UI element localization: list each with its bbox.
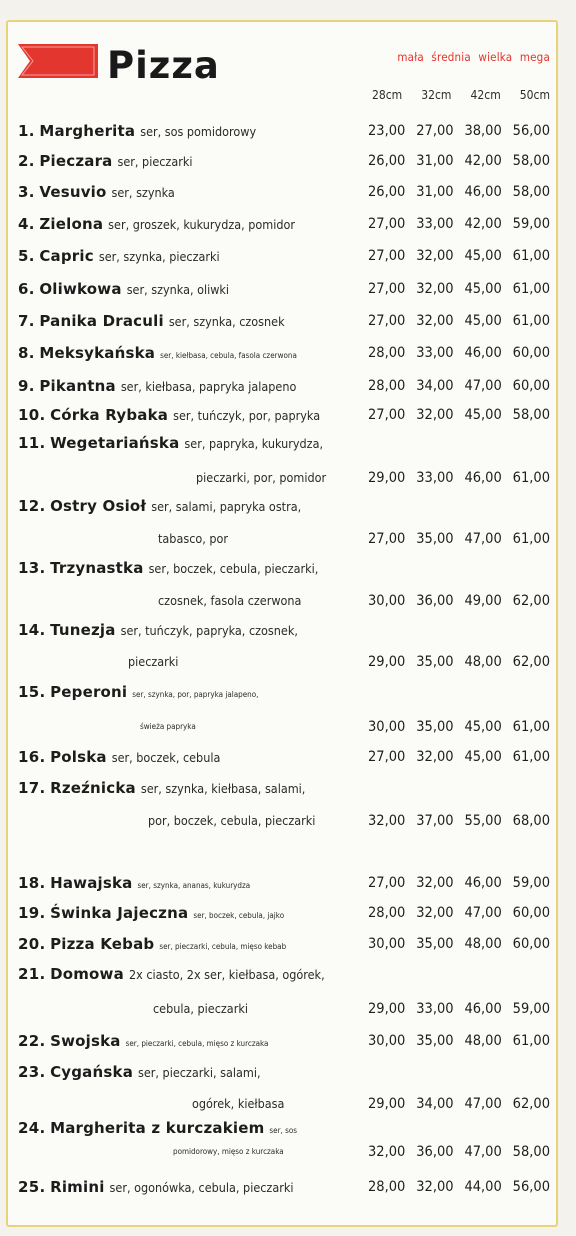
size-name-medium: średnia [431, 50, 471, 64]
price-large: 49,00 [464, 593, 502, 609]
item-prices [368, 528, 550, 550]
price-large: 42,00 [464, 216, 502, 232]
menu-item-line [18, 872, 250, 894]
price-mega: 61,00 [512, 531, 550, 547]
item-name: Domowa [50, 965, 124, 983]
item-description: ser, kiełbasa, papryka jalapeno [120, 379, 297, 394]
price-large: 46,00 [464, 1001, 502, 1017]
item-prices [368, 810, 550, 832]
price-large: 47,00 [464, 531, 502, 547]
price-small: 29,00 [368, 470, 406, 486]
item-number: 9. [18, 377, 35, 395]
price-medium: 33,00 [416, 1001, 454, 1017]
price-mega: 56,00 [512, 123, 550, 139]
item-description: ser, sos pomidorowy [140, 124, 257, 139]
price-large: 45,00 [464, 749, 502, 765]
price-mega: 59,00 [512, 216, 550, 232]
item-description-continued: pieczarki, por, pomidor [196, 470, 327, 485]
price-small: 23,00 [368, 123, 406, 139]
price-medium: 32,00 [416, 313, 454, 329]
item-name: Swojska [50, 1032, 121, 1050]
item-number: 6. [18, 280, 35, 298]
menu-item-line [18, 557, 318, 579]
price-medium: 35,00 [416, 654, 454, 670]
item-name: Margherita z kurczakiem [50, 1119, 265, 1137]
price-large: 45,00 [464, 248, 502, 264]
price-mega: 62,00 [512, 593, 550, 609]
size-names-header [368, 50, 550, 64]
price-mega: 62,00 [512, 654, 550, 670]
price-small: 29,00 [368, 1001, 406, 1017]
item-prices [368, 716, 550, 738]
price-small: 30,00 [368, 719, 406, 735]
menu-item-line [18, 310, 285, 332]
price-small: 27,00 [368, 313, 406, 329]
price-mega: 58,00 [512, 153, 550, 169]
item-prices [368, 651, 550, 673]
menu-item-line [18, 963, 325, 985]
price-mega: 60,00 [512, 345, 550, 361]
item-name: Polska [50, 748, 107, 766]
item-description: ser, papryka, kukurydza, [184, 436, 324, 451]
item-name: Ostry Osioł [50, 497, 147, 515]
price-mega: 61,00 [512, 248, 550, 264]
price-large: 45,00 [464, 313, 502, 329]
size-cm-header [372, 88, 550, 102]
item-name: Trzynastka [50, 559, 144, 577]
page-title: Pizza [107, 44, 220, 87]
price-large: 45,00 [464, 719, 502, 735]
menu-item-line [18, 278, 229, 300]
price-medium: 31,00 [416, 184, 454, 200]
price-large: 42,00 [464, 153, 502, 169]
item-number: 24. [18, 1119, 46, 1137]
item-name: Córka Rybaka [50, 406, 169, 424]
item-number: 1. [18, 122, 35, 140]
item-description: ser, szynka, kiełbasa, salami, [140, 781, 306, 796]
price-medium: 35,00 [416, 531, 454, 547]
price-mega: 60,00 [512, 905, 550, 921]
price-mega: 59,00 [512, 875, 550, 891]
item-number: 3. [18, 183, 35, 201]
item-description-continued: czosnek, fasola czerwona [158, 593, 302, 608]
price-medium: 34,00 [416, 1096, 454, 1112]
item-name: Pieczara [39, 152, 113, 170]
price-large: 47,00 [464, 1144, 502, 1160]
item-prices [368, 1030, 550, 1052]
item-prices [368, 1141, 550, 1163]
price-mega: 62,00 [512, 1096, 550, 1112]
item-name: Oliwkowa [39, 280, 122, 298]
menu-item-line [18, 181, 175, 203]
item-description: ser, kiełbasa, cebula, fasola czerwona [160, 351, 297, 360]
item-number: 23. [18, 1063, 46, 1081]
menu-item-line [18, 1117, 297, 1139]
item-description: ser, boczek, cebula, jajko [193, 911, 285, 920]
item-number: 13. [18, 559, 46, 577]
item-description: ser, szynka, pieczarki [98, 249, 220, 264]
price-medium: 33,00 [416, 470, 454, 486]
item-description: ser, szynka [111, 185, 175, 200]
menu-item-line [18, 245, 220, 267]
price-small: 26,00 [368, 184, 406, 200]
item-description: ser, szynka, ananas, kukurydza [137, 881, 251, 890]
item-description: ser, szynka, czosnek [168, 314, 285, 329]
price-small: 27,00 [368, 248, 406, 264]
price-large: 48,00 [464, 1033, 502, 1049]
price-large: 46,00 [464, 345, 502, 361]
item-number: 2. [18, 152, 35, 170]
price-large: 48,00 [464, 654, 502, 670]
price-small: 27,00 [368, 749, 406, 765]
item-prices [368, 342, 550, 364]
price-mega: 61,00 [512, 719, 550, 735]
item-name: Cygańska [50, 1063, 134, 1081]
price-mega: 59,00 [512, 1001, 550, 1017]
price-small: 30,00 [368, 1033, 406, 1049]
menu-item-line [18, 432, 323, 454]
price-medium: 32,00 [416, 749, 454, 765]
price-small: 28,00 [368, 378, 406, 394]
menu-item-line [18, 933, 286, 955]
price-small: 27,00 [368, 407, 406, 423]
item-prices [368, 375, 550, 397]
menu-item-line [18, 375, 296, 397]
item-description-continued: pomidorowy, mięso z kurczaka [173, 1147, 284, 1156]
price-small: 29,00 [368, 654, 406, 670]
item-number: 12. [18, 497, 46, 515]
item-description: ser, salami, papryka ostra, [151, 499, 302, 514]
price-large: 45,00 [464, 281, 502, 297]
item-prices [368, 1176, 550, 1198]
size-name-small: mała [397, 50, 424, 64]
price-mega: 61,00 [512, 313, 550, 329]
price-mega: 61,00 [512, 470, 550, 486]
price-mega: 61,00 [512, 1033, 550, 1049]
item-number: 22. [18, 1032, 46, 1050]
item-description: ser, boczek, cebula [111, 750, 221, 765]
item-number: 5. [18, 247, 35, 265]
price-large: 48,00 [464, 936, 502, 952]
price-small: 32,00 [368, 1144, 406, 1160]
menu-item-line [18, 495, 301, 517]
price-mega: 60,00 [512, 936, 550, 952]
item-number: 25. [18, 1178, 46, 1196]
price-small: 27,00 [368, 216, 406, 232]
price-medium: 37,00 [416, 813, 454, 829]
item-description: ser, ogonówka, cebula, pieczarki [109, 1180, 294, 1195]
item-name: Pizza Kebab [50, 935, 155, 953]
price-large: 47,00 [464, 378, 502, 394]
price-medium: 32,00 [416, 407, 454, 423]
item-description: ser, boczek, cebula, pieczarki, [148, 561, 319, 576]
item-number: 18. [18, 874, 46, 892]
menu-item-line [18, 1061, 261, 1083]
item-name: Vesuvio [39, 183, 107, 201]
price-small: 28,00 [368, 1179, 406, 1195]
price-mega: 68,00 [512, 813, 550, 829]
item-name: Capric [39, 247, 94, 265]
price-medium: 36,00 [416, 593, 454, 609]
item-description: ser, sos [269, 1126, 298, 1135]
item-name: Wegetariańska [50, 434, 180, 452]
price-mega: 61,00 [512, 281, 550, 297]
price-medium: 32,00 [416, 875, 454, 891]
item-name: Hawajska [50, 874, 133, 892]
menu-item-line [18, 120, 256, 142]
item-description-continued: świeża papryka [140, 722, 196, 731]
price-medium: 35,00 [416, 936, 454, 952]
price-large: 44,00 [464, 1179, 502, 1195]
item-name: Zielona [39, 215, 104, 233]
item-description: ser, tuńczyk, papryka, czosnek, [120, 623, 298, 638]
item-prices [368, 746, 550, 768]
item-prices [368, 590, 550, 612]
price-medium: 33,00 [416, 345, 454, 361]
item-description: ser, pieczarki, salami, [138, 1065, 261, 1080]
price-medium: 35,00 [416, 1033, 454, 1049]
item-number: 21. [18, 965, 46, 983]
size-cm-mega: 50cm [519, 88, 550, 102]
size-cm-large: 42cm [470, 88, 501, 102]
price-medium: 32,00 [416, 1179, 454, 1195]
price-small: 27,00 [368, 875, 406, 891]
item-name: Pikantna [39, 377, 116, 395]
price-mega: 58,00 [512, 407, 550, 423]
item-description: ser, pieczarki [117, 154, 193, 169]
item-description-continued: cebula, pieczarki [153, 1001, 248, 1016]
price-medium: 31,00 [416, 153, 454, 169]
item-description: ser, szynka, oliwki [126, 282, 230, 297]
price-small: 32,00 [368, 813, 406, 829]
item-description-continued: pieczarki [128, 654, 179, 669]
menu-item-line [18, 1176, 293, 1198]
item-name: Peperoni [50, 683, 128, 701]
item-prices [368, 213, 550, 235]
item-number: 20. [18, 935, 46, 953]
price-mega: 60,00 [512, 378, 550, 394]
item-description-continued: ogórek, kiełbasa [192, 1096, 285, 1111]
price-small: 29,00 [368, 1096, 406, 1112]
item-prices [368, 872, 550, 894]
item-prices [368, 181, 550, 203]
price-small: 28,00 [368, 905, 406, 921]
size-name-large: wielka [478, 50, 513, 64]
price-mega: 58,00 [512, 184, 550, 200]
item-name: Tunezja [50, 621, 116, 639]
menu-item-line [18, 404, 320, 426]
price-medium: 32,00 [416, 281, 454, 297]
menu-item-line [18, 777, 305, 799]
price-mega: 61,00 [512, 749, 550, 765]
item-number: 10. [18, 406, 46, 424]
price-large: 46,00 [464, 470, 502, 486]
price-mega: 58,00 [512, 1144, 550, 1160]
item-description: 2x ciasto, 2x ser, kiełbasa, ogórek, [128, 967, 325, 982]
item-name: Margherita [39, 122, 136, 140]
item-number: 17. [18, 779, 46, 797]
price-small: 28,00 [368, 345, 406, 361]
price-medium: 33,00 [416, 216, 454, 232]
menu-item-line [18, 1030, 268, 1052]
item-description: ser, szynka, por, papryka jalapeno, [132, 690, 259, 699]
item-prices [368, 902, 550, 924]
item-description: ser, pieczarki, cebula, mięso kebab [159, 942, 287, 951]
menu-item-line [18, 681, 258, 703]
menu-item-line [18, 746, 220, 768]
price-small: 26,00 [368, 153, 406, 169]
item-prices [368, 1093, 550, 1115]
size-cm-medium: 32cm [421, 88, 452, 102]
item-description: ser, tuńczyk, por, papryka [173, 408, 321, 423]
item-name: Rzeźnicka [50, 779, 136, 797]
item-number: 7. [18, 312, 35, 330]
item-number: 16. [18, 748, 46, 766]
price-large: 46,00 [464, 184, 502, 200]
price-large: 45,00 [464, 407, 502, 423]
menu-item-line [18, 150, 192, 172]
price-medium: 34,00 [416, 378, 454, 394]
price-large: 38,00 [464, 123, 502, 139]
price-small: 30,00 [368, 936, 406, 952]
item-description: ser, groszek, kukurydza, pomidor [108, 217, 296, 232]
item-name: Meksykańska [39, 344, 156, 362]
item-prices [368, 245, 550, 267]
item-prices [368, 150, 550, 172]
item-description: ser, pieczarki, cebula, mięso z kurczaka [125, 1039, 269, 1048]
menu-item-line [18, 342, 297, 364]
item-prices [368, 278, 550, 300]
item-number: 4. [18, 215, 35, 233]
item-number: 14. [18, 621, 46, 639]
item-description-continued: por, boczek, cebula, pieczarki [148, 813, 316, 828]
price-large: 47,00 [464, 905, 502, 921]
item-name: Rimini [50, 1178, 105, 1196]
item-prices [368, 933, 550, 955]
price-medium: 32,00 [416, 905, 454, 921]
price-medium: 32,00 [416, 248, 454, 264]
item-number: 19. [18, 904, 46, 922]
item-name: Świnka Jajeczna [50, 904, 189, 922]
item-prices [368, 310, 550, 332]
price-large: 47,00 [464, 1096, 502, 1112]
menu-item-line [18, 902, 284, 924]
item-prices [368, 467, 550, 489]
size-cm-small: 28cm [372, 88, 403, 102]
menu-item-line [18, 213, 295, 235]
menu-item-line [18, 619, 298, 641]
price-medium: 36,00 [416, 1144, 454, 1160]
price-large: 55,00 [464, 813, 502, 829]
price-small: 27,00 [368, 281, 406, 297]
red-flag-icon [18, 42, 98, 80]
price-small: 27,00 [368, 531, 406, 547]
item-number: 11. [18, 434, 46, 452]
price-medium: 35,00 [416, 719, 454, 735]
item-number: 8. [18, 344, 35, 362]
price-medium: 27,00 [416, 123, 454, 139]
item-number: 15. [18, 683, 46, 701]
item-prices [368, 998, 550, 1020]
size-name-mega: mega [519, 50, 550, 64]
item-prices [368, 120, 550, 142]
item-name: Panika Draculi [39, 312, 164, 330]
price-large: 46,00 [464, 875, 502, 891]
price-mega: 56,00 [512, 1179, 550, 1195]
price-small: 30,00 [368, 593, 406, 609]
item-prices [368, 404, 550, 426]
item-description-continued: tabasco, por [158, 531, 229, 546]
